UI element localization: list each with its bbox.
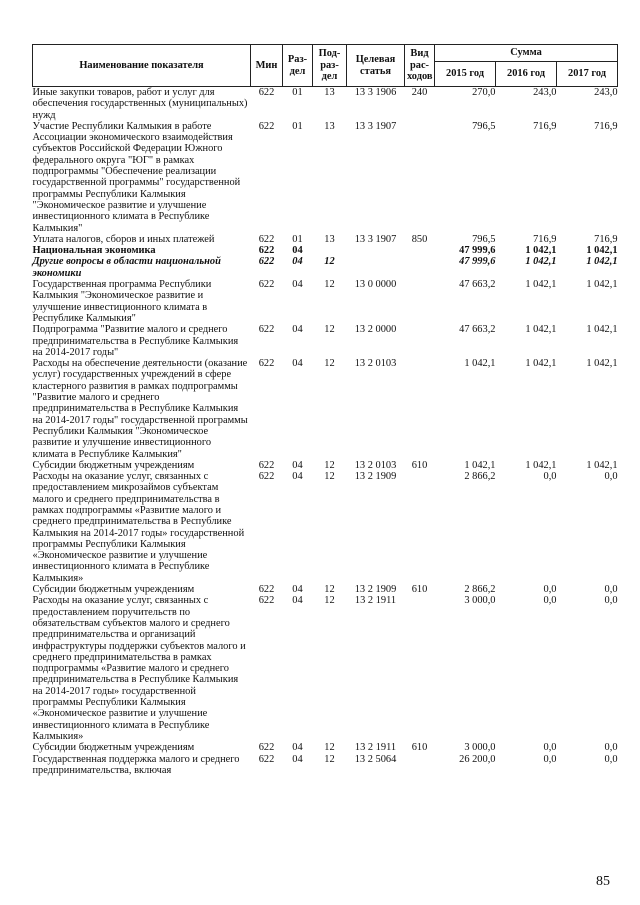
row-sum-2016: 1 042,1 (525, 358, 557, 370)
row-sum-2016: 0,0 (543, 753, 557, 765)
row-name: Субсидии бюджетным учреждениям (32, 459, 195, 471)
row-sum-2015: 47 999,6 (459, 245, 496, 257)
row-sum-2017: 1 042,1 (586, 358, 618, 370)
row-sum-2017: 0,0 (604, 471, 618, 483)
row-name: Расходы на обеспечение деятельности (оказание услуг) государственных учреждений в сфере кластерного развития в рамках подпрограммы "Развитие малого и среднего предпринимательства в Республике Калмыкия на 2014-2017 годы" государственной программы Республики Калмыкия "Экономическое развитие и улучшение инвестиционного климата в Республике Калмыкия" (32, 358, 248, 460)
row-razdel: 04 (292, 595, 303, 607)
table-row (33, 87, 618, 121)
row-celevaya: 13 3 1907 (354, 120, 397, 132)
row-razdel: 04 (292, 358, 303, 370)
table-row (33, 234, 618, 245)
row-sum-2016: 0,0 (543, 471, 557, 483)
row-celevaya: 13 2 1911 (354, 742, 397, 754)
row-sum-2017: 1 042,1 (586, 245, 618, 257)
row-name: Субсидии бюджетным учреждениям (32, 584, 195, 596)
row-celevaya: 13 2 1909 (354, 584, 397, 596)
page-number: 85 (596, 874, 610, 889)
row-min: 622 (258, 87, 275, 98)
row-razdel: 01 (292, 87, 303, 98)
budget-table (32, 44, 618, 776)
row-podrazdel: 12 (324, 742, 335, 754)
row-razdel: 01 (292, 233, 303, 245)
row-sum-2015: 1 042,1 (464, 358, 496, 370)
row-vid (405, 754, 435, 777)
row-razdel: 04 (292, 459, 303, 471)
row-sum-2015: 796,5 (472, 120, 496, 132)
table-row (33, 324, 618, 358)
row-sum-2016: 716,9 (533, 120, 557, 132)
row-sum-2016: 716,9 (533, 233, 557, 245)
row-vid: 610 (411, 584, 428, 596)
row-sum-2016: 0,0 (543, 584, 557, 596)
row-min: 622 (258, 245, 275, 257)
table-row (33, 471, 618, 584)
row-razdel: 04 (292, 584, 303, 596)
row-sum-2016: 1 042,1 (525, 245, 557, 257)
row-podrazdel: 13 (324, 233, 335, 245)
row-sum-2015: 270,0 (472, 87, 496, 98)
header-min: Мин (251, 45, 283, 87)
row-name: Другие вопросы в области национальной экономики (32, 256, 221, 279)
row-name: Расходы на оказание услуг, связанных с предоставлением поручительств по обязательствам субъектов малого и среднего предпринимательства и организаций инфраструктуры поддержки субъектов малого и среднего предпринимательства в рамках подпрограммы «Развитие малого и среднего предпринимательства в Республике Калмыкия на 2014-2017 годы» государственной программы Республики Калмыкия «Экономическое развитие и улучшение инвестиционного климата в Республике Калмыкия» (32, 595, 246, 742)
row-name: Подпрограмма "Развитие малого и среднего предпринимательства в Республике Калмыкия на 2014-2017 годы" (32, 324, 239, 358)
row-vid (405, 324, 435, 358)
row-podrazdel: 13 (324, 87, 335, 98)
table-row (33, 245, 618, 256)
row-sum-2017: 716,9 (594, 233, 618, 245)
row-celevaya: 13 0 0000 (354, 279, 397, 291)
row-podrazdel: 12 (324, 358, 335, 370)
table-row (33, 595, 618, 742)
row-podrazdel: 12 (324, 753, 335, 765)
row-sum-2016: 1 042,1 (525, 279, 557, 291)
row-min: 622 (258, 324, 275, 336)
row-min: 622 (258, 595, 275, 607)
row-sum-2016: 0,0 (543, 595, 557, 607)
row-name: Субсидии бюджетным учреждениям (32, 742, 195, 754)
row-min: 622 (258, 753, 275, 765)
row-sum-2017: 0,0 (604, 753, 618, 765)
row-sum-2015: 2 866,2 (464, 584, 496, 596)
row-sum-2017: 1 042,1 (586, 324, 618, 336)
row-sum-2015: 47 663,2 (459, 324, 496, 336)
row-vid (405, 358, 435, 460)
row-celevaya (347, 256, 405, 279)
row-celevaya: 13 2 1909 (354, 471, 397, 483)
row-name: Расходы на оказание услуг, связанных с предоставлением микрозаймов субъектам малого и среднего предпринимательства в рамках подпрограммы «Развитие малого и среднего предпринимательства в Республике Калмыкия на 2014-2017 годы» государственной программы Республики Калмыкия «Экономическое развитие и улучшение инвестиционного климата в Республике Калмыкия» (32, 471, 245, 584)
row-min: 622 (258, 120, 275, 132)
row-razdel: 04 (292, 256, 303, 268)
row-min: 622 (258, 256, 275, 268)
header-vid: Вид рас- ходов (405, 45, 435, 87)
row-celevaya: 13 3 1907 (354, 233, 397, 245)
row-name: Уплата налогов, сборов и иных платежей (32, 233, 215, 245)
row-min: 622 (258, 584, 275, 596)
row-name: Государственная поддержка малого и среднего предпринимательства, включая (32, 753, 240, 776)
row-vid (405, 245, 435, 256)
row-razdel: 04 (292, 245, 303, 257)
row-razdel: 01 (292, 120, 303, 132)
row-podrazdel: 12 (324, 471, 335, 483)
header-year-2017: 2017 год (557, 62, 618, 87)
table-row (33, 742, 618, 753)
row-razdel: 04 (292, 324, 303, 336)
row-vid: 240 (411, 87, 428, 98)
row-min: 622 (258, 471, 275, 483)
row-celevaya (347, 245, 405, 256)
row-vid (405, 471, 435, 584)
row-podrazdel: 12 (324, 324, 335, 336)
row-podrazdel: 12 (324, 584, 335, 596)
row-name: Государственная программа Республики Калмыкия "Экономическое развитие и улучшение инвестиционного климата в Республике Калмыкия" (32, 279, 212, 324)
header-celevaya: Целевая статья (347, 45, 405, 87)
row-celevaya: 13 2 0103 (354, 358, 397, 370)
row-sum-2015: 796,5 (472, 233, 496, 245)
table-row (33, 121, 618, 234)
row-razdel: 04 (292, 742, 303, 754)
row-sum-2016: 1 042,1 (525, 459, 557, 471)
header-summa: Сумма (435, 45, 618, 62)
row-sum-2017: 0,0 (604, 595, 618, 607)
row-podrazdel: 12 (324, 279, 335, 291)
row-sum-2016: 0,0 (543, 742, 557, 754)
row-sum-2017: 716,9 (594, 120, 618, 132)
row-sum-2015: 3 000,0 (464, 595, 496, 607)
row-min: 622 (258, 459, 275, 471)
table-row (33, 460, 618, 471)
row-sum-2015: 47 999,6 (459, 256, 496, 268)
row-razdel: 04 (292, 471, 303, 483)
row-celevaya: 13 2 0000 (354, 324, 397, 336)
table-row (33, 279, 618, 324)
row-podrazdel (313, 245, 347, 256)
row-sum-2017: 1 042,1 (586, 256, 618, 268)
row-vid (405, 256, 435, 279)
row-sum-2017: 1 042,1 (586, 459, 618, 471)
row-podrazdel: 12 (324, 459, 335, 471)
row-celevaya: 13 2 0103 (354, 459, 397, 471)
row-name: Национальная экономика (32, 245, 156, 257)
row-podrazdel: 12 (324, 595, 335, 607)
header-name: Наименование показателя (33, 45, 251, 87)
row-min: 622 (258, 742, 275, 754)
row-min: 622 (258, 279, 275, 291)
row-vid: 610 (411, 742, 428, 754)
table-row (33, 754, 618, 777)
header-year-2015: 2015 год (435, 62, 496, 87)
row-min: 622 (258, 233, 275, 245)
row-sum-2016: 243,0 (533, 87, 557, 98)
row-razdel: 04 (292, 753, 303, 765)
row-razdel: 04 (292, 279, 303, 291)
row-podrazdel: 12 (324, 256, 335, 268)
row-sum-2016: 1 042,1 (525, 256, 557, 268)
header-podrazdel: Под- раз- дел (313, 45, 347, 87)
row-sum-2017: 1 042,1 (586, 279, 618, 291)
table-row (33, 584, 618, 595)
table-body (33, 87, 618, 777)
row-sum-2016: 1 042,1 (525, 324, 557, 336)
row-vid: 850 (411, 233, 428, 245)
row-sum-2017: 0,0 (604, 584, 618, 596)
row-vid (405, 595, 435, 742)
row-sum-2015: 3 000,0 (464, 742, 496, 754)
header-razdel: Раз- дел (283, 45, 313, 87)
row-vid (405, 121, 435, 234)
row-sum-2015: 1 042,1 (464, 459, 496, 471)
row-celevaya: 13 2 5064 (354, 753, 397, 765)
row-vid (405, 279, 435, 324)
table-header (33, 45, 618, 87)
row-min: 622 (258, 358, 275, 370)
row-sum-2017: 0,0 (604, 742, 618, 754)
row-sum-2015: 2 866,2 (464, 471, 496, 483)
row-sum-2015: 47 663,2 (459, 279, 496, 291)
row-celevaya: 13 2 1911 (354, 595, 397, 607)
table-row (33, 358, 618, 460)
row-sum-2015: 26 200,0 (459, 753, 496, 765)
row-podrazdel: 13 (324, 120, 335, 132)
row-vid: 610 (411, 459, 428, 471)
row-sum-2017: 243,0 (594, 87, 618, 98)
table-row (33, 256, 618, 279)
header-year-2016: 2016 год (496, 62, 557, 87)
row-celevaya: 13 3 1906 (354, 87, 397, 98)
row-name: Иные закупки товаров, работ и услуг для обеспечения государственных (муниципальных) нужд (32, 87, 248, 121)
row-name: Участие Республики Калмыкия в работе Ассоциации экономического взаимодействия субъектов Российской Федерации Южного федерального округа "ЮГ" в рамках подпрограммы "Обеспечение реализации государственной программы" государственной программы Республики Калмыкия "Экономическое развитие и улучшение инвестиционного климата в Республике Калмыкия" (32, 120, 241, 234)
